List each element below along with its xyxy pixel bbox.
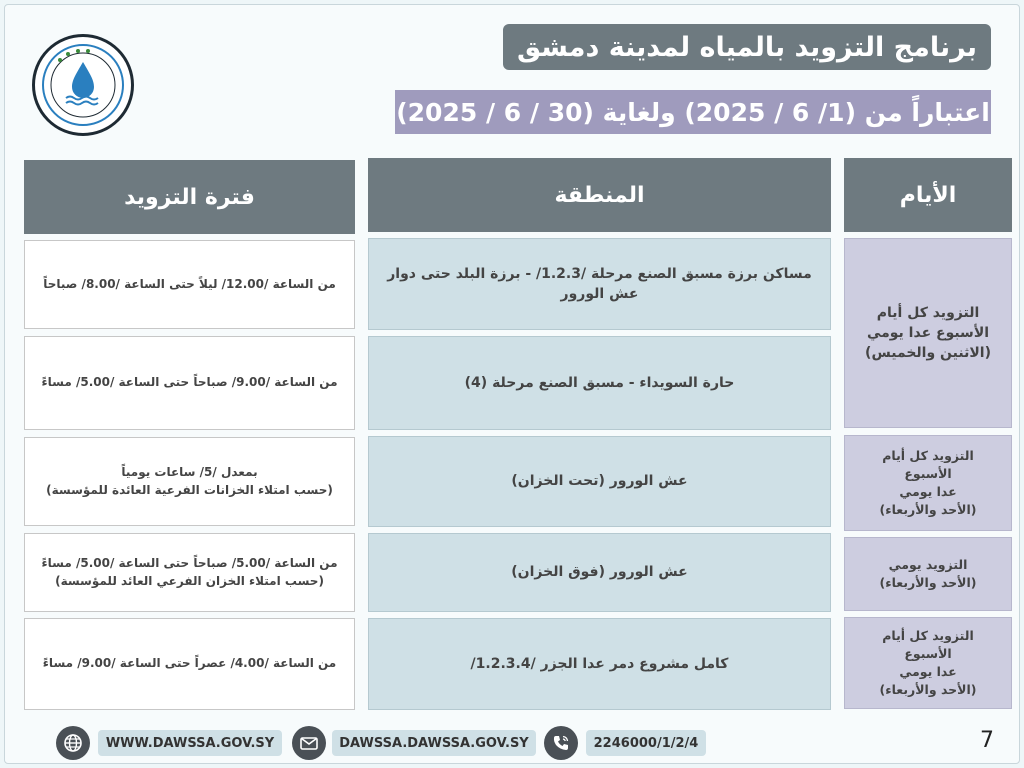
table-row-3-period: بمعدل /5/ ساعات يومياً (حسب امتلاء الخزانات الفرعية العائدة للمؤسسة) [24,437,355,526]
website-link[interactable]: WWW.DAWSSA.GOV.SY [98,730,282,756]
days-group-2: التزويد كل أيام الأسبوع عدا يومي (الأحد والأربعاء) [844,435,1012,531]
table-row-2-period: من الساعة /9.00/ صباحاً حتى الساعة /5.00/ مساءً [24,336,355,430]
page-number: 7 [980,728,994,753]
days-group-4: التزويد كل أيام الأسبوع عدا يومي (الأحد والأربعاء) [844,617,1012,709]
table-row-3-area: عش الورور (تحت الخزان) [368,436,831,527]
organization-logo [32,34,134,136]
table-row-1-period: من الساعة /12.00/ ليلاً حتى الساعة /8.00/ صباحاً [24,240,355,329]
phone-icon[interactable] [544,726,578,760]
column-header-days: الأيام [844,158,1012,232]
table-row-1-area: مساكن برزة مسبق الصنع مرحلة /1.2.3/ - برزة البلد حتى دوار عش الورور [368,238,831,330]
table-row-5-period: من الساعة /4.00/ عصراً حتى الساعة /9.00/ مساءً [24,618,355,710]
table-row-2-area: حارة السويداء - مسبق الصنع مرحلة (4) [368,336,831,430]
mail-icon[interactable] [292,726,326,760]
days-group-1: التزويد كل أيام الأسبوع عدا يومي (الاثنين والخميس) [844,238,1012,428]
column-header-area: المنطقة [368,158,831,232]
water-drop-logo-icon [38,40,128,130]
email-link[interactable]: DAWSSA.DAWSSA.GOV.SY [332,730,536,756]
column-header-period: فترة التزويد [24,160,355,234]
table-row-5-area: كامل مشروع دمر عدا الجزر /1.2.3.4/ [368,618,831,710]
table-row-4-area: عش الورور (فوق الخزان) [368,533,831,612]
globe-icon[interactable] [56,726,90,760]
table-row-4-period: من الساعة /5.00/ صباحاً حتى الساعة /5.00/ مساءً (حسب امتلاء الخزان الفرعي العائد للمؤسسة) [24,533,355,612]
days-group-3: التزويد يومي (الأحد والأربعاء) [844,537,1012,611]
page-title: برنامج التزويد بالمياه لمدينة دمشق [503,24,991,70]
phone-number[interactable]: 2246000/1/2/4 [586,730,706,756]
date-range-subtitle: اعتباراً من (1/ 6 / 2025) ولغاية (30 / 6 / 2025) [395,90,991,134]
